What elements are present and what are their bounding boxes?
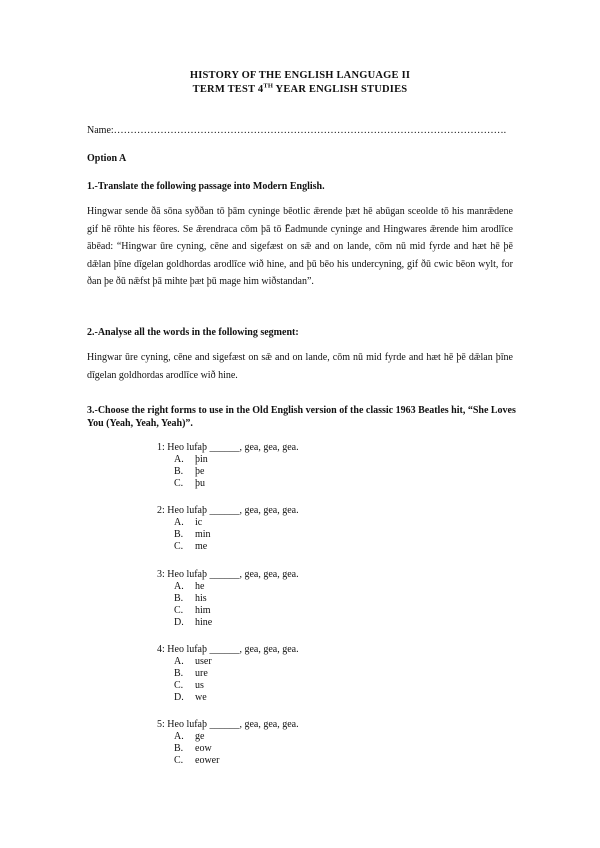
answer-option[interactable] — [157, 668, 299, 680]
answer-option[interactable] — [157, 581, 299, 593]
option-text: his — [195, 593, 207, 604]
option-text: me — [195, 541, 208, 552]
document-title-line-1: HISTORY OF THE ENGLISH LANGUAGE II — [189, 70, 411, 81]
option-text: ure — [195, 668, 208, 679]
song-line: 2: Heo lufaþ ______, gea, gea, gea. — [157, 505, 299, 516]
song-line: 3: Heo lufaþ ______, gea, gea, gea. — [157, 569, 299, 580]
option-heading: Option A — [87, 153, 127, 164]
answer-option[interactable] — [157, 478, 299, 490]
question-3-heading: 3.-Choose the right forms to use in the Old English version of the classic 1963 Beatles hit, “She Loves You (Yeah, Yeah, Yeah)”. — [87, 405, 516, 429]
option-text: user — [195, 656, 212, 667]
title-line-2-pre: TERM TEST 4 — [192, 84, 264, 95]
option-letter: C. — [174, 680, 184, 691]
option-text: þu — [195, 478, 205, 489]
answer-option[interactable] — [157, 593, 299, 605]
title-superscript: TH — [263, 82, 274, 90]
option-letter: D. — [174, 617, 184, 628]
question-2-heading: 2.-Analyse all the words in the following segment: — [87, 327, 299, 338]
option-letter: A. — [174, 731, 184, 742]
option-text: hine — [195, 617, 213, 628]
option-text: min — [195, 529, 211, 540]
song-item-5 — [157, 718, 299, 767]
song-item-4 — [157, 643, 299, 704]
answer-option[interactable] — [157, 755, 299, 767]
option-text: eow — [195, 743, 212, 754]
option-letter: B. — [174, 529, 184, 540]
option-text: he — [195, 581, 205, 592]
answer-option[interactable] — [157, 656, 299, 668]
question-1-passage: Hingwar sende ðā sōna syððan tō þām cyninge bēotlic ǣrende þæt hē abūgan sceolde tō his manrǣdene gif hē rōhte his fēores. Se ǣrendraca cōm þā tō Ēadmunde cyninge and Hingwares ǣrende him arodlīce ābēad: “Hingwar ūre cyning, cēne and sigefæst on sǣ and on lande, cōm nū mid fyrde and hæt hē þē dǣlan þīne dīgelan goldhordas arodlīce wið hine, and þū bēo his undercyning, gif ðū cwic bēon wylt, for ðan þe ðū nǣfst þā mihte þæt þū mage him wiðstandan”. — [87, 206, 513, 288]
answer-option[interactable] — [157, 743, 299, 755]
answer-option[interactable] — [157, 454, 299, 466]
song-item-1 — [157, 441, 299, 490]
option-letter: C. — [174, 541, 184, 552]
title-line-2-post: YEAR ENGLISH STUDIES — [273, 84, 408, 95]
answer-option[interactable] — [157, 692, 299, 704]
option-text: ic — [195, 517, 203, 528]
song-line: 4: Heo lufaþ ______, gea, gea, gea. — [157, 644, 299, 655]
answer-option[interactable] — [157, 680, 299, 692]
answer-option[interactable] — [157, 605, 299, 617]
option-letter: A. — [174, 517, 184, 528]
answer-option[interactable] — [157, 529, 299, 541]
option-letter: A. — [174, 454, 184, 465]
option-text: us — [195, 680, 204, 691]
option-text: þe — [195, 466, 205, 477]
option-letter: D. — [174, 692, 184, 703]
option-letter: B. — [174, 593, 184, 604]
question-2-segment: Hingwar ūre cyning, cēne and sigefæst on sǣ and on lande, cōm nū mid fyrde and hæt hē þē dǣlan þīne dīgelan goldhordas arodlīce wið hine. — [87, 352, 513, 381]
song-item-2 — [157, 504, 299, 553]
document-title-line-2 — [0, 84, 600, 95]
option-letter: B. — [174, 668, 184, 679]
option-letter: A. — [174, 581, 184, 592]
answer-option[interactable] — [157, 517, 299, 529]
option-letter: B. — [174, 743, 184, 754]
song-line: 5: Heo lufaþ ______, gea, gea, gea. — [157, 719, 299, 730]
option-letter: B. — [174, 466, 184, 477]
answer-option[interactable] — [157, 617, 299, 629]
option-letter: C. — [174, 605, 184, 616]
option-text: we — [195, 692, 207, 703]
question-1-heading: 1.-Translate the following passage into Modern English. — [87, 181, 325, 192]
option-letter: A. — [174, 656, 184, 667]
song-item-3 — [157, 568, 299, 629]
answer-option[interactable] — [157, 466, 299, 478]
option-letter: C. — [174, 478, 184, 489]
option-text: eower — [195, 755, 220, 766]
answer-option[interactable] — [157, 731, 299, 743]
answer-option[interactable] — [157, 541, 299, 553]
song-line: 1: Heo lufaþ ______, gea, gea, gea. — [157, 442, 299, 453]
option-letter: C. — [174, 755, 184, 766]
option-text: him — [195, 605, 211, 616]
option-text: ge — [195, 731, 205, 742]
option-text: þin — [195, 454, 208, 465]
name-field-line: Name:………………………………………………………………………………………………………. — [87, 125, 507, 136]
